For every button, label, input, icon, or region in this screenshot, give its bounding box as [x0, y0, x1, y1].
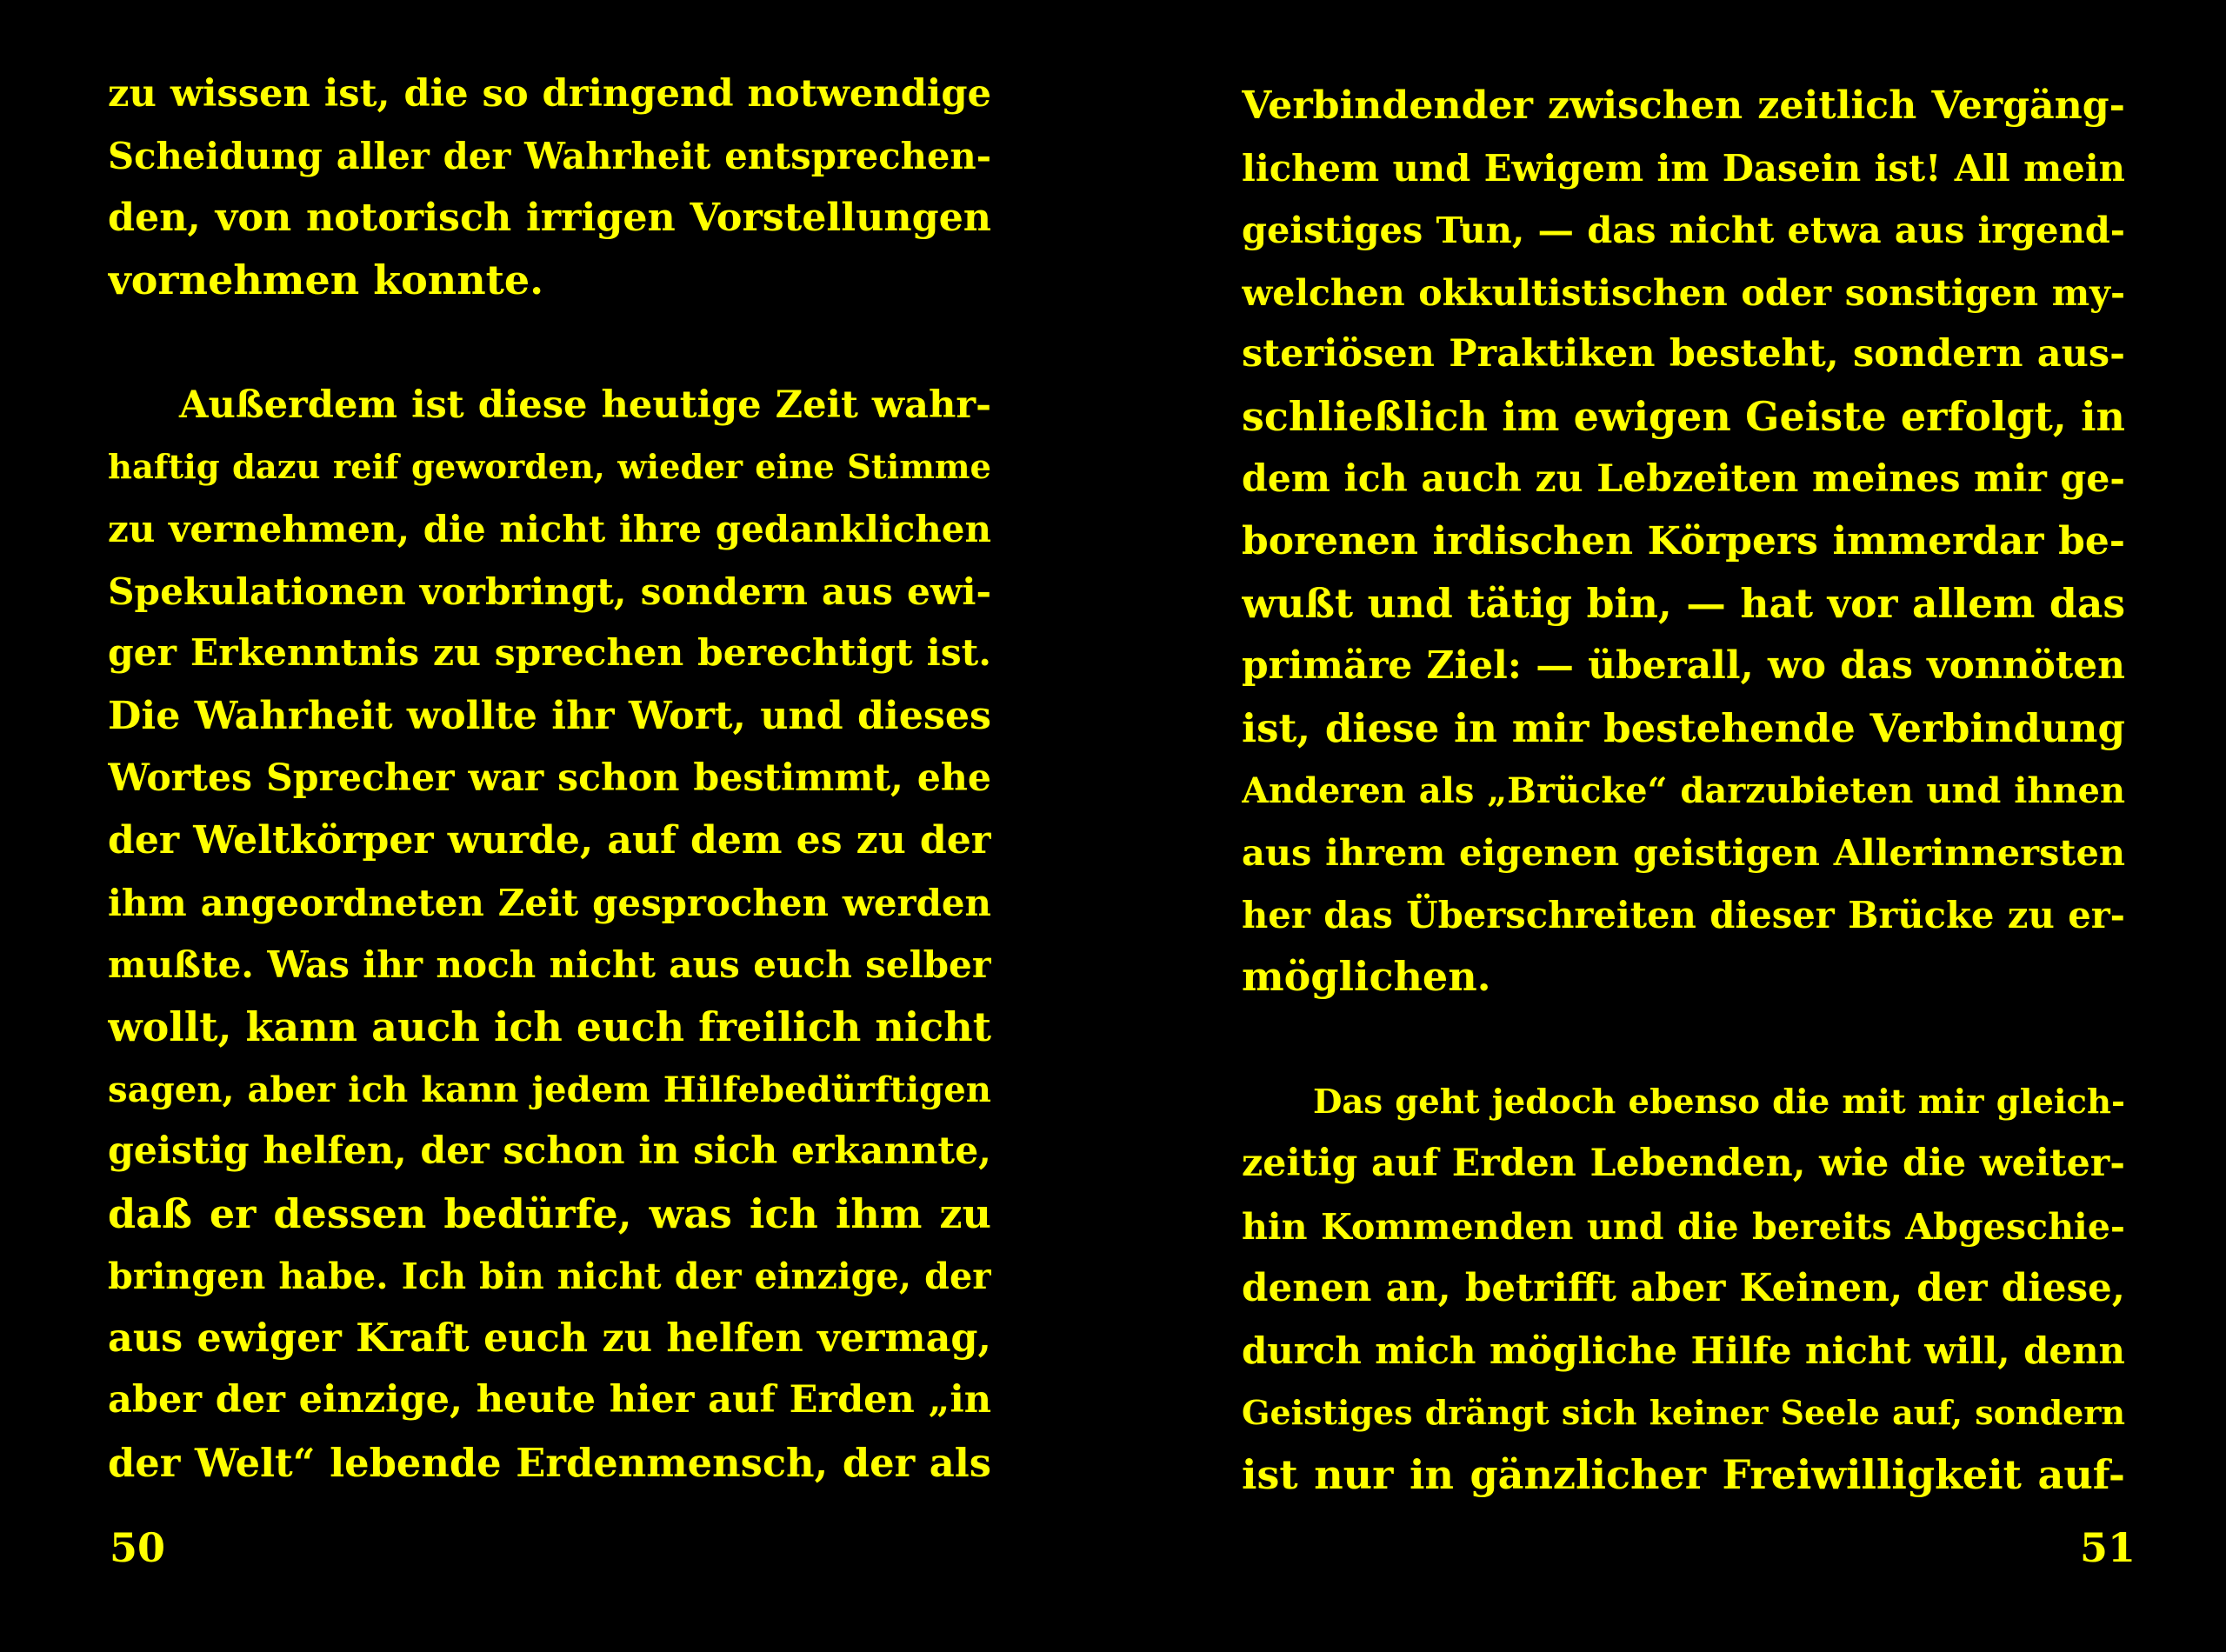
text-line: borenen irdischen Körpers immerdar be- [1242, 519, 2125, 564]
paragraph-gap [1242, 1009, 2125, 1071]
text-line: der Weltkörper wurde, auf dem es zu der [108, 818, 991, 863]
text-line: aus ewiger Kraft euch zu helfen vermag, [108, 1315, 991, 1361]
text-line: durch mich mögliche Hilfe nicht will, denn [1242, 1329, 2125, 1372]
text-line: dem ich auch zu Lebzeiten meines mir ge- [1242, 456, 2125, 501]
text-line: zu vernehmen, die nicht ihre gedanklichen [108, 508, 991, 551]
text-line: aber der einzige, heute hier auf Erden „in [108, 1378, 991, 1422]
text-line: aus ihrem eigenen geistigen Allerinnersten [1242, 831, 2125, 875]
text-line: Scheidung aller der Wahrheit entsprechen- [108, 134, 991, 177]
text-line: steriösen Praktiken besteht, sondern aus- [1242, 332, 2125, 376]
text-line: möglichen. [1242, 953, 1491, 1001]
text-line: zu wissen ist, die so dringend notwendige [108, 71, 991, 116]
page-number-right: 51 [2079, 1524, 2136, 1571]
text-line: daß er dessen bedürfe, was ich ihm zu [108, 1189, 991, 1237]
text-line: haftig dazu reif geworden, wieder eine Stimme [108, 447, 991, 487]
text-line: vornehmen konnte. [108, 256, 544, 303]
text-line: denen an, betrifft aber Keinen, der diese, [1242, 1266, 2125, 1311]
text-line: Anderen als „Brücke“ darzubieten und ihnen [1242, 769, 2125, 811]
text-line: Außerdem ist diese heutige Zeit wahr- [179, 382, 991, 427]
text-line: wollt, kann auch ich euch freilich nicht [108, 1003, 991, 1050]
text-line: Geistiges drängt sich keiner Seele auf, sondern [1242, 1393, 2125, 1433]
page-number-left: 50 [110, 1524, 166, 1571]
text-line: bringen habe. Ich bin nicht der einzige, der [108, 1255, 991, 1298]
text-line: der Welt“ lebende Erdenmensch, der als [108, 1440, 991, 1487]
text-line: Wortes Sprecher war schon bestimmt, ehe [108, 756, 991, 800]
text-line: geistig helfen, der schon in sich erkannte, [108, 1129, 991, 1174]
text-line: den, von notorisch irrigen Vorstellungen [108, 195, 991, 241]
text-line: schließlich im ewigen Geiste erfolgt, in [1242, 392, 2125, 440]
text-line: ist, diese in mir bestehende Verbindung [1242, 704, 2125, 751]
text-line: Die Wahrheit wollte ihr Wort, und dieses [108, 692, 991, 738]
text-line: sagen, aber ich kann jedem Hilfebedürftigen [108, 1069, 991, 1110]
text-line: Das geht jedoch ebenso die mit mir gleich- [1313, 1082, 2125, 1122]
text-line: lichem und Ewigem im Dasein ist! All mein [1242, 146, 2125, 190]
text-line: wußt und tätig bin, — hat vor allem das [1242, 579, 2125, 627]
right-text-column [1242, 75, 2125, 1507]
text-line: zeitig auf Erden Lebenden, wie die weiter- [1242, 1142, 2125, 1186]
left-text-column [108, 63, 991, 1495]
text-line: ger Erkenntnis zu sprechen berechtigt ist. [108, 631, 991, 676]
text-line: her das Überschreiten dieser Brücke zu er- [1242, 893, 2125, 936]
text-line: mußte. Was ihr noch nicht aus euch selber [108, 943, 991, 987]
text-line: ihm angeordneten Zeit gesprochen werden [108, 881, 991, 924]
text-line: Verbindender zwischen zeitlich Vergäng- [1242, 83, 2125, 128]
paragraph-gap [108, 311, 991, 374]
right-page [1113, 0, 2226, 1652]
text-line: welchen okkultistischen oder sonstigen my- [1242, 270, 2125, 314]
text-line: hin Kommenden und die bereits Abgeschie- [1242, 1204, 2125, 1248]
text-line: ist nur in gänzlicher Freiwilligkeit auf- [1242, 1451, 2125, 1499]
text-line: primäre Ziel: — überall, wo das vonnöten [1242, 643, 2125, 689]
text-line: Spekulationen vorbringt, sondern aus ewi- [108, 569, 991, 613]
text-line: geistiges Tun, — das nicht etwa aus irgend- [1242, 209, 2125, 252]
